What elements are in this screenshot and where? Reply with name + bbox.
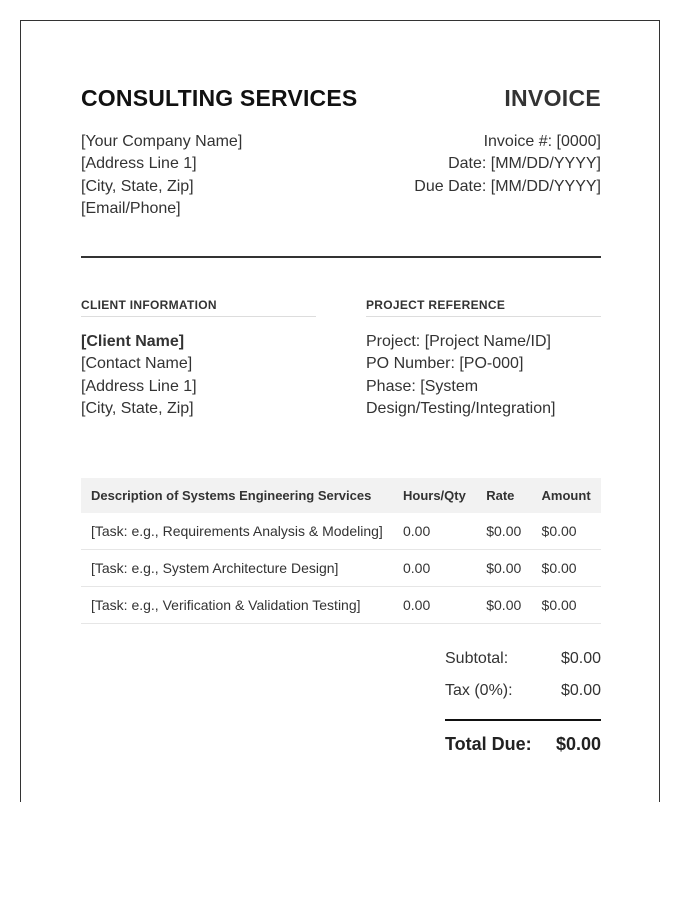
total-due-label: Total Due: [445, 734, 532, 754]
subtotal-value: $0.00 [560, 650, 601, 667]
sender-city-state-zip: [City, State, Zip] [81, 177, 194, 195]
row-amount: $0.00 [532, 587, 601, 624]
project-reference-label: PROJECT REFERENCE [366, 298, 601, 317]
project-name: Project: [Project Name/ID] [366, 333, 551, 350]
invoice-meta [414, 131, 601, 198]
invoice-number: Invoice #: [0000] [483, 133, 601, 150]
row-hours: 0.00 [393, 513, 476, 550]
row-hours: 0.00 [393, 587, 476, 624]
project-details [366, 331, 601, 420]
row-description: [Task: e.g., System Architecture Design] [81, 550, 393, 587]
table-row [81, 550, 601, 587]
client-contact-name: [Contact Name] [81, 355, 193, 373]
table-row [81, 513, 601, 550]
row-hours: 0.00 [393, 550, 476, 587]
sender-details [81, 131, 242, 220]
invoice-page [20, 20, 660, 802]
row-description: [Task: e.g., Requirements Analysis & Modeling] [81, 513, 393, 550]
invoice-title: INVOICE [504, 85, 601, 111]
column-header-rate: Rate [476, 478, 531, 513]
row-rate: $0.00 [476, 513, 531, 550]
client-details [81, 331, 316, 420]
client-information-label: CLIENT INFORMATION [81, 298, 316, 317]
invoice-header [81, 85, 601, 225]
tax-value: $0.00 [560, 682, 601, 699]
project-phase-line-2: Design/Testing/Integration] [366, 399, 556, 417]
column-header-amount: Amount [532, 478, 601, 513]
row-rate: $0.00 [476, 587, 531, 624]
tax-row [445, 682, 601, 714]
total-divider [445, 719, 601, 721]
subtotal-row [445, 650, 601, 682]
row-rate: $0.00 [476, 550, 531, 587]
po-number: PO Number: [PO-000] [366, 355, 524, 373]
tax-label: Tax (0%): [445, 682, 513, 699]
line-items-table [81, 478, 601, 624]
column-header-hours: Hours/Qty [393, 478, 476, 513]
totals-section [445, 650, 601, 764]
client-address-line-1: [Address Line 1] [81, 377, 197, 395]
sender-email-phone: [Email/Phone] [81, 199, 181, 217]
subtotal-label: Subtotal: [445, 650, 509, 667]
client-information-section [81, 298, 316, 420]
table-row [81, 587, 601, 624]
sender-address-line-1: [Address Line 1] [81, 155, 197, 173]
total-due-row [445, 734, 601, 764]
client-name: [Client Name] [81, 333, 185, 350]
row-description: [Task: e.g., Verification & Validation Testing] [81, 587, 393, 624]
header-divider [81, 256, 601, 258]
table-header-row [81, 478, 601, 513]
column-header-description: Description of Systems Engineering Services [81, 478, 393, 513]
total-due-value: $0.00 [555, 734, 601, 754]
row-amount: $0.00 [532, 513, 601, 550]
sender-company-name: [Your Company Name] [81, 133, 243, 150]
project-phase-line-1: Phase: [System [366, 377, 479, 395]
invoice-due-date: Due Date: [MM/DD/YYYY] [414, 177, 601, 195]
row-amount: $0.00 [532, 550, 601, 587]
client-city-state-zip: [City, State, Zip] [81, 399, 194, 417]
invoice-date: Date: [MM/DD/YYYY] [448, 155, 601, 173]
project-reference-section [366, 298, 601, 420]
company-title: CONSULTING SERVICES [81, 85, 358, 111]
